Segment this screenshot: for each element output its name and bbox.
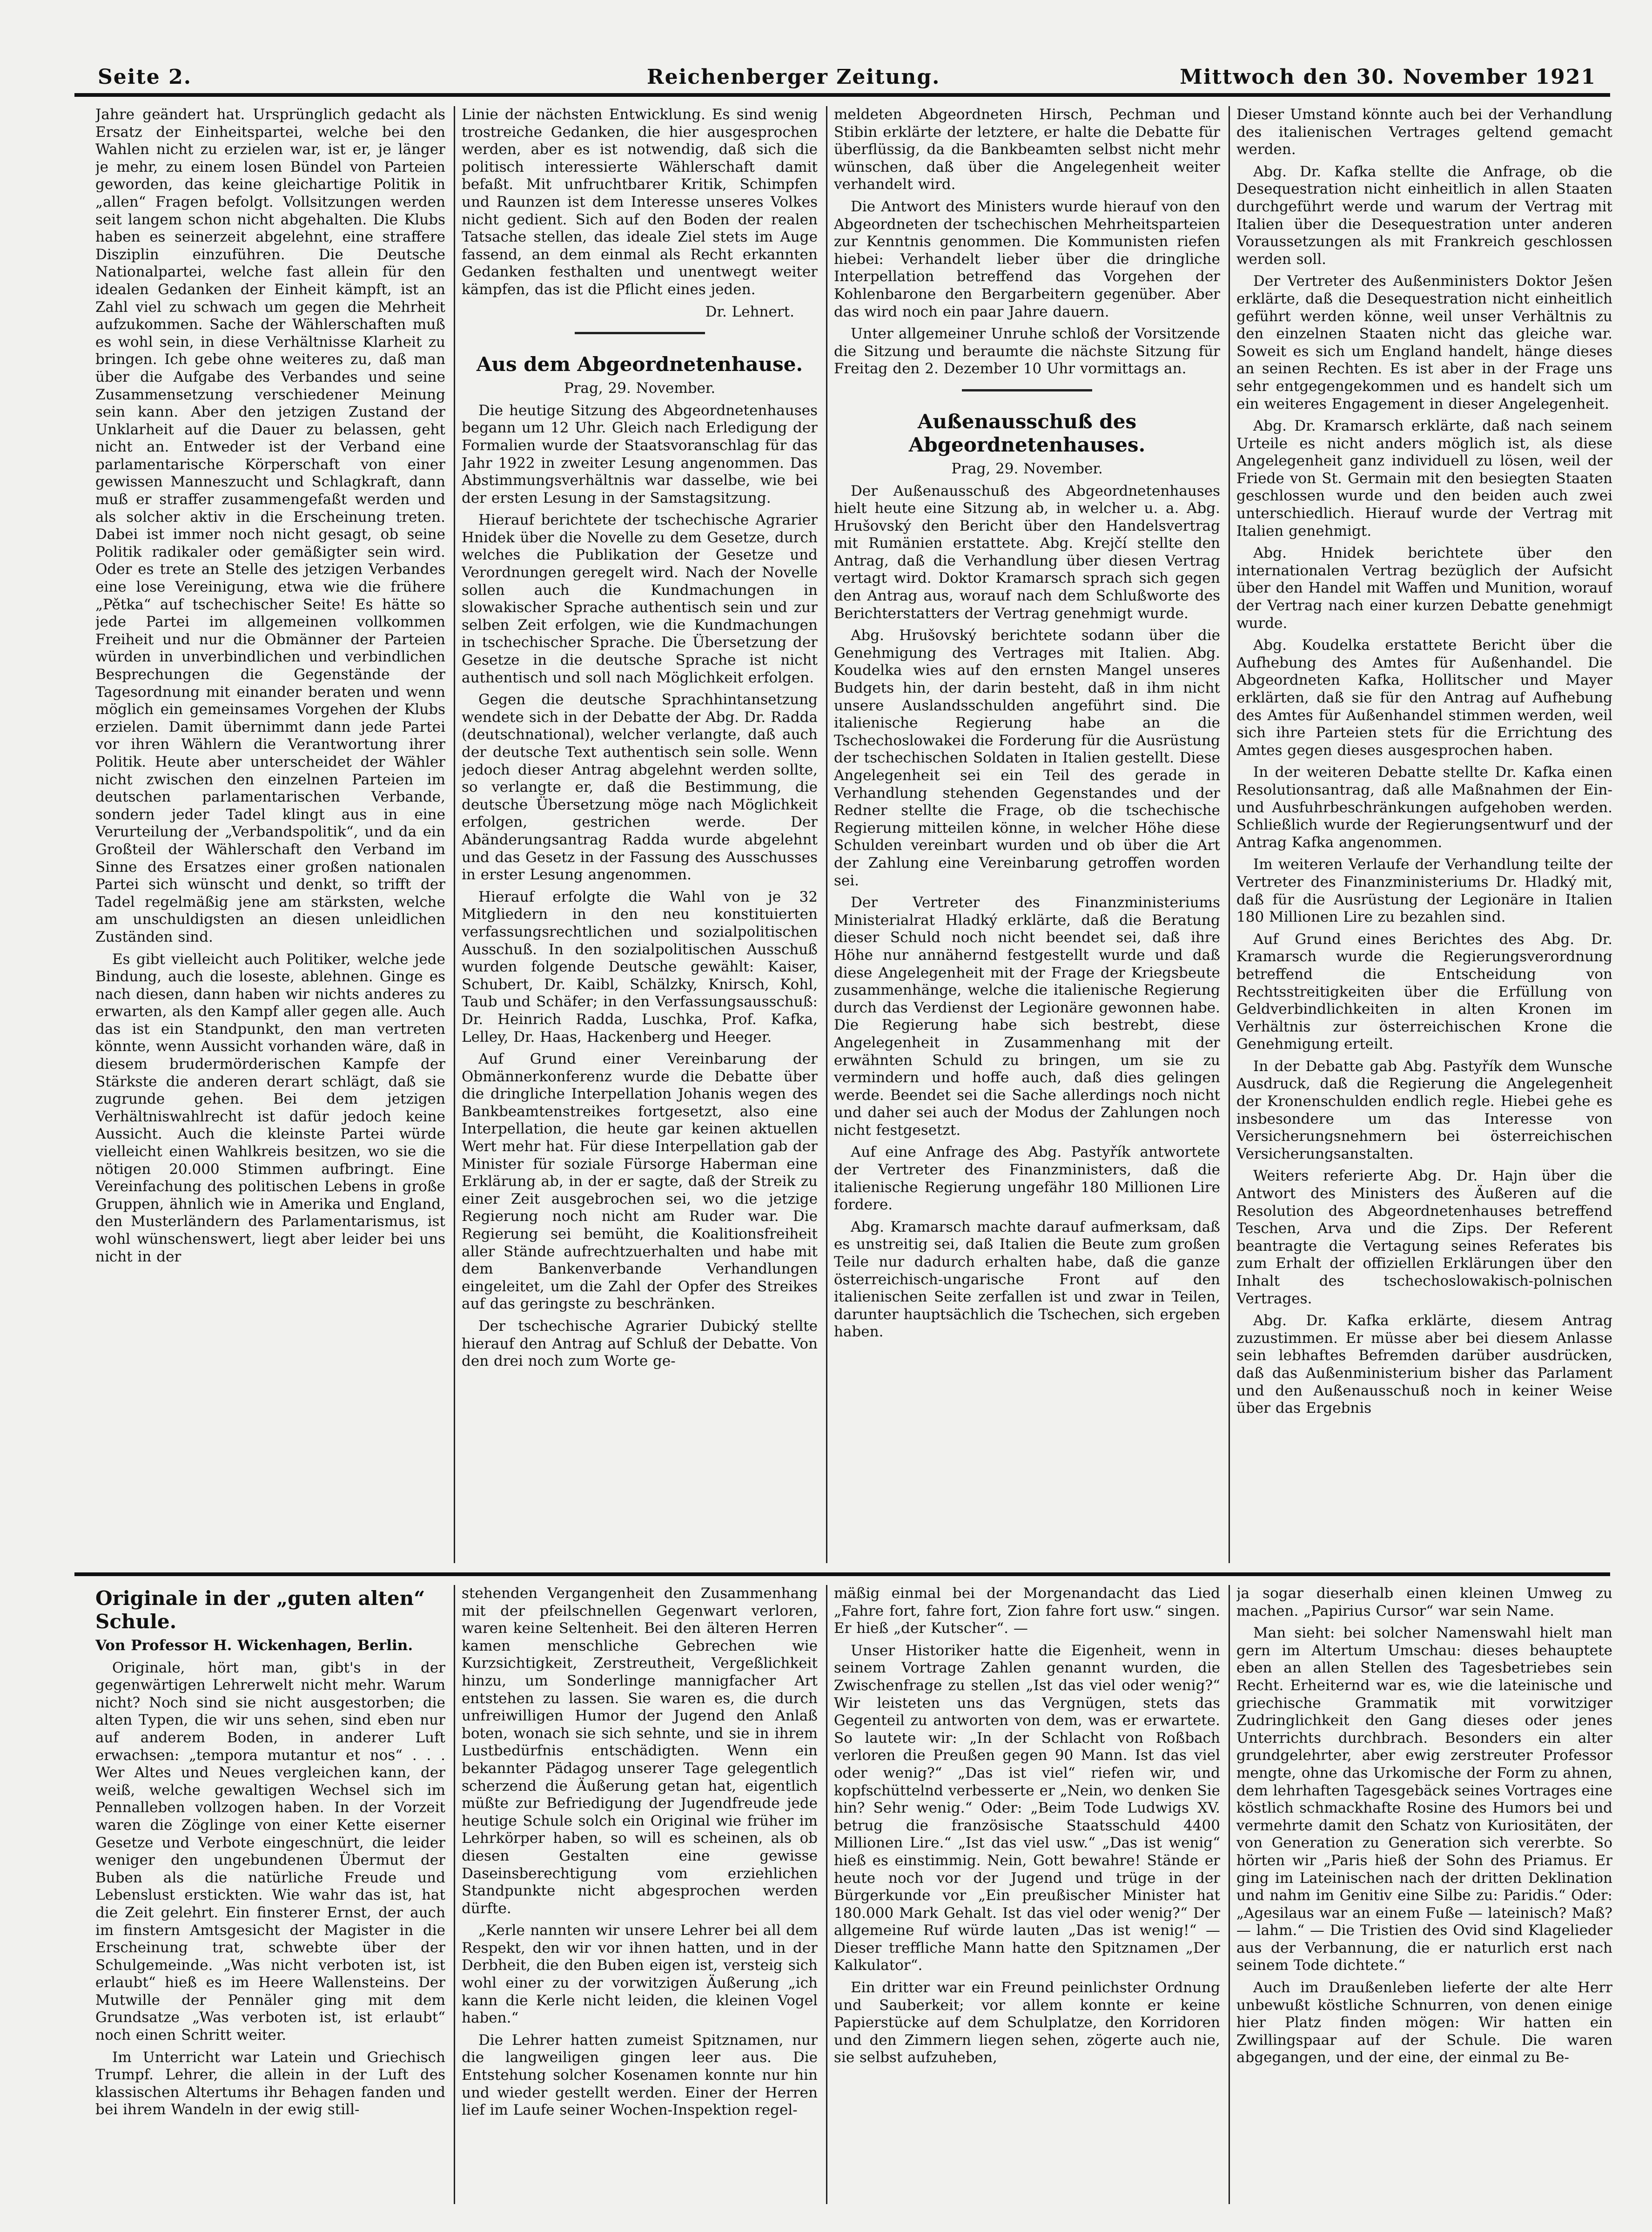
col4-paragraph: Abg. Dr. Kramarsch erklärte, daß nach seinem Urteile es nicht anders möglich ist, als diese Angelegenheit ganz individuell zu lösen, weil der Friede von St. Germain mit den besiegten Staaten geschlossen wurde und den beiden auch zwei unterschiedlich. Hierauf wurde der Vertrag mit Italien genehmigt. [1236,418,1612,539]
column-divider [826,106,827,1563]
page-number: Seite 2. [98,65,192,89]
col1-paragraph: Es gibt vielleicht auch Politiker, welche jede Bindung, auch die loseste, ablehnen. Ginge es nach diesen, dann haben wir nichts anderes zu erwarten, als den Kampf aller gegen alle. Auch das ist ein Standpunkt, den man vertreten könnte, wenn Aussicht vorhanden wäre, daß in diesem brudermörderischen Kampfe der Stärkste die anderen derart schlägt, daß sie zugrunde gehen. Bei dem jetzigen Verhältniswahlrecht ist dafür jedoch keine Aussicht. Auch die kleinste Partei würde vielleicht einen Wahlkreis besitzen, wo sie die nötigen 20.000 Stimmen aufbringt. Eine Vereinfachung des politischen Lebens in große Gruppen, ähnlich wie in Amerika und England, den Musterländern des Parlamentarismus, ist wohl wünschenswert, liegt aber leider bei uns nicht in der [95,951,445,1265]
dateline: Prag, 29. November. [564,380,716,397]
headline-abgeordnetenhaus: Aus dem Abgeordnetenhause. [476,353,803,376]
feuilleton-paragraph: Man sieht: bei solcher Namenswahl hielt man gern im Altertum Umschau: dieses behauptete eben an allen Stellen des Tagesbetriebes sein Recht. Erheiternd war es, wie die lateinische und griechische Grammatik mit vorwitziger Zudringlichkeit den Gang dieses oder jenes Unterrichts durchbrach. Besonders ein alter grundgelehrter, aber ewig zerstreuter Professor mengte, ohne das Urkomische der Form zu ahnen, dem lehrhaften Tagesgebäck seines Vortrages eine köstlich schmackhafte Rosine des Humors bei und vermehrte damit den Schatz von Kuriositäten, der von Generation zu Generation sich vererbte. So hörten wir „Paris hieß der Sohn des Priamus. Er ging im Lateinischen nach der dritten Deklination und nahm im Genitiv eine Silbe zu: Paridis.“ Oder: „Agesilaus war an einem Fuße — lateinisch? Maß? — lahm.“ — Die Tristien des Ovid sind Klagelieder aus der Verbannung, die er naturlich erst nach seinem Tode dichtete.“ [1236,1625,1612,1974]
column-divider [826,1585,827,2204]
feuilleton-column-2 [462,1585,818,2204]
section-separator [962,389,1092,391]
col1-paragraph: Jahre geändert hat. Ursprünglich gedacht als Ersatz der Einheitspartei, welche bei den Wahlen nicht zu erzielen war, ist er, je länger je mehr, zu einem losen Bündel von Parteien geworden, das keine gleichartige Politik in „allen“ Fragen befolgt. Vollsitzungen werden seit langem schon nicht abgehalten. Die Klubs haben es seinerzeit abgelehnt, eine straffere Disziplin einzuführen. Die Deutsche Nationalpartei, welche fast allein für den idealen Gedanken der Einheit kämpft, ist an Zahl viel zu schwach um gegen die Mehrheit aufzukommen. Sache der Wählerschaften muß es wohl sein, in diese Verhältnisse Klarheit zu bringen. Ich gebe ohne weiteres zu, daß man über die Aufgabe des Verbandes und seine Zusammensetzung verschiedener Meinung sein kann. Aber den jetzigen Zustand der Unklarheit auf die Dauer zu belassen, geht nicht an. Entweder ist der Verband eine parlamentarische Körperschaft von einer gewissen Manneszucht und Schlagkraft, dann muß er straffer zusammengefaßt werden und als solcher aktiv in die Erscheinung treten. Dabei ist immer noch nicht gesagt, ob seine Politik radikaler oder gemäßigter sein wird. Oder es trete an Stelle des jetzigen Verbandes eine lose Vereinigung, etwa wie die frühere „Pětka“ auf tschechischer Seite! Es hätte so jede Partei im allgemeinen vollkommen Freiheit und nur die Obmänner der Parteien würden in unverbindlichen und verbindlichen Besprechungen die Gegenstände der Tagesordnung mit einander beraten und wenn möglich ein gemeinsames Vorgehen der Klubs erzielen. Damit übernimmt dann jede Partei vor ihren Wählern die Verantwortung ihrer Politik. Heute aber unterscheidet der Wähler nicht zwischen den einzelnen Parteien im deutschen parlamentarischen Verbande, sondern jeder Tadel klingt aus in eine Verurteilung der „Verbandspolitik“, und da ein Großteil der Wählerschaft den Verband im Sinne des Ersatzes einer großen nationalen Partei sich wünscht und denkt, so trifft der Tadel regelmäßig jene am stärksten, welche am unschuldigsten an diesen unleidlichen Zuständen sind. [95,106,445,945]
col2-paragraph: Die heutige Sitzung des Abgeordnetenhauses begann um 12 Uhr. Gleich nach Erledigung der Formalien wurde der Staatsvoranschlag für das Jahr 1922 in zweiter Lesung angenommen. Das Abstimmungsverhältnis war dasselbe, wie bei der ersten Lesung in der Samstagsitzung. [462,402,818,506]
col4-paragraph: In der Debatte gab Abg. Pastyřík dem Wunsche Ausdruck, daß die Regierung die Angelegenheit der Kronenschulden endlich regle. Hiebei gehe es insbesondere um das Interesse von Versicherungsnehmern bei österreichischen Versicherungsanstalten. [1236,1058,1612,1162]
col3-paragraph: Auf eine Anfrage des Abg. Pastyřík antwortete der Vertreter des Finanzministers, daß die italienische Regierung ungefähr 180 Millionen Lire fordere. [834,1144,1220,1214]
col2-paragraph: Der tschechische Agrarier Dubický stellte hierauf den Antrag auf Schluß der Debatte. Von den drei noch zum Worte ge- [462,1318,818,1370]
col4-paragraph: Abg. Dr. Kafka erklärte, diesem Antrag zuzustimmen. Er müsse aber bei diesem Anlasse sein lebhaftes Befremden darüber ausdrücken, daß das Außenministerium bisher das Parlament und den Außenausschuß noch in keiner Weise über das Ergebnis [1236,1312,1612,1417]
dateline: Prag, 29. November. [951,460,1103,477]
section-separator [575,332,705,334]
column-divider [1229,106,1230,1563]
col4-paragraph: Abg. Dr. Kafka stellte die Anfrage, ob die Desequestration nicht einheitlich in allen Staaten durchgeführt werde und warum der Vertrag mit Italien über die Desequestration unter anderen Voraussetzungen als mit Frankreich geschlossen werden soll. [1236,163,1612,268]
feuilleton-column-4 [1236,1585,1612,2204]
feuilleton-paragraph: ja sogar dieserhalb einen kleinen Umweg zu machen. „Papirius Cursor“ war sein Name. [1236,1585,1612,1619]
col4-paragraph: Im weiteren Verlaufe der Verhandlung teilte der Vertreter des Finanzministeriums Dr. Hladký mit, daß für die Ausrüstung der Legionäre in Italien 180 Millionen Lire zu bezahlen sind. [1236,856,1612,926]
feuilleton-paragraph: Auch im Draußenleben lieferte der alte Herr unbewußt köstliche Schnurren, von denen einige hier Platz finden mögen: Wir hatten ein Zwillingspaar auf der Schule. Die waren abgegangen, und der eine, der einmal zu Be- [1236,1979,1612,2066]
feuilleton-byline: Von Professor H. Wickenhagen, Berlin. [95,1637,413,1654]
newspaper-title: Reichenberger Zeitung. [647,65,940,89]
col2-paragraph: Linie der nächsten Entwicklung. Es sind wenig trostreiche Gedanken, die hier ausgesprochen werden, aber es ist notwendig, daß sich die politisch interessierte Wählerschaft damit befaßt. Mit unfruchtbarer Kritik, Schimpfen und Raunzen ist dem Interesse unseres Volkes nicht gedient. Sich auf den Boden der realen Tatsache stellen, das ideale Ziel stets im Auge fassend, an dem einmal als Recht erkannten Gedanken festhalten und unentwegt weiter kämpfen, das ist die Pflicht eines jeden. [462,106,818,298]
feuilleton-paragraph: Originale, hört man, gibt's in der gegenwärtigen Lehrerwelt nicht mehr. Warum nicht? Noch sind sie nicht ausgestorben; die alten Typen, die wir uns sehen, sind eben nur auf anderem Boden, in anderer Luft erwachsen: „tempora mutantur et nos“ . . . Wer Altes und Neues vergleichen kann, der weiß, welche gewaltigen Wechsel sich im Pennalleben vollzogen haben. In der Vorzeit waren die Zöglinge von einer Kette eiserner Gesetze und Verbote eingeschnürt, die leider weniger den ungebundenen Übermut der Buben als die natürliche Freude und Lebenslust erstickten. Wie wahr das ist, hat die Zeit gelehrt. Ein finsterer Ernst, der auch im finstern Amtsgesicht der Magister in die Erscheinung trat, schwebte über der Schulgemeinde. „Was nicht verboten ist, ist erlaubt“ hieß es im Heere Wallensteins. Der Mutwille der Pennäler ging mit dem Grundsatze „Was verboten ist, ist erlaubt“ noch einen Schritt weiter. [95,1659,445,2044]
column-divider [1229,1585,1230,2204]
feuilleton-paragraph: Ein dritter war ein Freund peinlichster Ordnung und Sauberkeit; vor allem konnte er keine Papierstücke auf dem Schulplatze, den Korridoren und den Zimmern liegen sehen, zögerte auch nie, sie selbst aufzuheben, [834,1979,1220,2066]
column-divider [454,1585,455,2204]
col2-paragraph: Hierauf erfolgte die Wahl von je 32 Mitgliedern in den neu konstituierten verfassungsrechtlichen und sozialpolitischen Ausschuß. In den sozialpolitischen Ausschuß wurden folgende Deutsche gewählt: Kaiser, Schubert, Dr. Kaibl, Schälzky, Knirsch, Kohl, Taub und Schäfer; in den Verfassungsausschuß: Dr. Heinrich Radda, Luschka, Prof. Kafka, Lelley, Dr. Haas, Hackenberg und Heeger. [462,888,818,1045]
column-4 [1236,106,1612,1563]
col4-paragraph: Der Vertreter des Außenministers Doktor Ješen erklärte, daß die Desequestration nicht einheitlich geführt werden könne, weil unser Verhältnis zu den einzelnen Staaten nicht das gleiche war. Soweit es sich um England handelt, hänge dieses an seinen Rechten. Es ist aber in der Frage uns sehr entgegengekommen und es handelt sich um ein weiteres Engagement in dieser Angelegenheit. [1236,273,1612,412]
column-2 [462,106,818,1563]
col4-paragraph: Abg. Koudelka erstattete Bericht über die Aufhebung des Amtes für Außenhandel. Die Abgeordneten Kafka, Hollitscher und Mayer erklärten, daß sie für den Antrag auf Aufhebung des Amtes für Außenhandel stimmen werden, weil sich ihre Parteien stets für die Errichtung des Amtes gegen dieses ausgesprochen haben. [1236,637,1612,759]
col4-paragraph: Abg. Hnidek berichtete über den internationalen Vertrag bezüglich der Aufsicht über den Handel mit Waffen und Munition, worauf der Vertrag nach einer kurzen Debatte genehmigt wurde. [1236,545,1612,632]
header-rule [74,93,1610,97]
feuilleton-paragraph: Unser Historiker hatte die Eigenheit, wenn in seinem Vortrage Zahlen genannt wurden, die Zwischenfrage zu stellen „Ist das viel oder wenig?“ Wir leisteten uns das Vergnügen, stets das Gegenteil zu antworten von dem, was er erwartete. So lautete wir: „In der Schlacht von Roßbach verloren die Preußen gegen 90 Mann. Ist das viel oder wenig?“ „Das ist viel“ riefen wir, und kopfschüttelnd verbesserte er „Nein, wo denken Sie hin? Sehr wenig.“ Oder: „Beim Tode Ludwigs XV. betrug die französische Staatsschuld 4400 Millionen Lire.“ „Ist das viel usw.“ „Das ist wenig“ hieß es einstimmig. Nein, Gott bewahre! Stände er heute noch vor der Jugend und trüge in der Bürgerkunde vor „Ein preußischer Minister hat 180.000 Mark Gehalt. Ist das viel oder wenig?“ Der allgemeine Ruf würde lauten „Das ist wenig!“ — Dieser treffliche Mann hatte den Spitznamen „Der Kalkulator“. [834,1642,1220,1974]
col3-paragraph: Abg. Hrušovský berichtete sodann über die Genehmigung des Vertrages mit Italien. Abg. Koudelka wies auf den ernsten Mangel unseres Budgets hin, der darin besteht, daß in ihm nicht unsere Auslandsschulden angeführt sind. Die italienische Regierung habe an die Tschechoslowakei die Forderung für die Ausrüstung der tschechischen Soldaten in Italien gestellt. Diese Angelegenheit sei ein Teil des gerade in Verhandlung stehenden Gegenstandes und der Redner stellte die Frage, ob die tschechische Regierung mitteilen könne, in welcher Höhe diese Schulden vereinbart wurden und ob über die Art der Zahlung eine Vereinbarung getroffen worden sei. [834,627,1220,889]
feuilleton-paragraph: mäßig einmal bei der Morgenandacht das Lied „Fahre fort, fahre fort, Zion fahre fort usw.“ singen. Er hieß „der Kutscher“. — [834,1585,1220,1637]
col2-paragraph: Auf Grund einer Vereinbarung der Obmännerkonferenz wurde die Debatte über die dringliche Interpellation Johanis wegen des Bankbeamtenstreikes fortgesetzt, also eine Interpellation, die heute gar keinen aktuellen Wert mehr hat. Für diese Interpellation gab der Minister für soziale Fürsorge Haberman eine Erklärung ab, in der er sagte, daß der Streik zu einer Zeit ausgebrochen sei, wo die jetzige Regierung noch nicht am Ruder war. Die Regierung sei bemüht, die Koalitionsfreiheit aller Stände aufrechtzuerhalten und habe mit dem Bankenverbande Verhandlungen eingeleitet, um die Zahl der Opfer des Streikes auf das geringste zu beschränken. [462,1051,818,1313]
feuilleton-paragraph: Im Unterricht war Latein und Griechisch Trumpf. Lehrer, die allein in der Luft des klassischen Altertums ihr Behagen fanden und bei ihrem Wandeln in der ewig still- [95,2049,445,2118]
col4-paragraph: Weiters referierte Abg. Dr. Hajn über die Antwort des Ministers des Äußeren auf die Resolution des Abgeordnetenhauses betreffend Teschen, Arva und die Zips. Der Referent beantragte die Vertagung seines Referates bis zum Erhalt der offiziellen Erklärungen über den Inhalt des tschechoslowakisch-polnischen Vertrages. [1236,1167,1612,1307]
feuilleton-paragraph: Die Lehrer hatten zumeist Spitznamen, nur die langweiligen gingen leer aus. Die Entstehung solcher Kosenamen konnte nur hin und wieder gestellt werden. Einer der Herren lief im Laufe seiner Wochen-Inspektion regel- [462,2031,818,2119]
feuilleton-title: Originale in der „guten alten“ Schule. [95,1587,425,1633]
feuilleton-column-1 [95,1585,445,2204]
column-1 [95,106,445,1563]
col4-paragraph: Auf Grund eines Berichtes des Abg. Dr. Kramarsch wurde die Regierungsverordnung betreffend die Entscheidung von Rechtsstreitigkeiten über die Erfüllung von Geldverbindlichkeiten in alten Kronen im Verhältnis zur österreichischen Krone die Genehmigung erteilt. [1236,931,1612,1053]
feuilleton-paragraph: stehenden Vergangenheit den Zusammenhang mit der pfeilschnellen Gegenwart verloren, waren keine Seltenheit. Bei den älteren Herren kamen menschliche Gebrechen wie Kurzsichtigkeit, Zerstreutheit, Vergeßlichkeit hinzu, um Sonderlinge mannigfacher Art entstehen zu lassen. Sie waren es, die durch unfreiwilligen Humor der Jugend den Anlaß boten, wonach sie sich sehnte, und sie in ihrem Lustbedürfnis entschädigten. Wenn ein bekannter Pädagog unserer Tage gelegentlich scherzend die Äußerung getan hat, eigentlich müßte zur Befriedigung der Jugendfreude jede heutige Schule solch ein Original wie früher im Lehrkörper haben, so will es scheinen, als ob diesen Gestalten eine gewisse Daseinsberechtigung vom erziehlichen Standpunkte nicht abgesprochen werden dürfte. [462,1585,818,1917]
col2-paragraph: Hierauf berichtete der tschechische Agrarier Hnidek über die Novelle zu dem Gesetze, durch welches die Publikation der Gesetze und Verordnungen geregelt wird. Nach der Novelle sollen auch die Kundmachungen in slowakischer Sprache authentisch sein und zur selben Zeit erfolgen, wie die Kundmachungen in tschechischer Sprache. Die Übersetzung der Gesetze in die deutsche Sprache ist nicht authentisch und soll nach Möglichkeit erfolgen. [462,512,818,686]
col3-paragraph: Die Antwort des Ministers wurde hierauf von den Abgeordneten der tschechischen Mehrheitsparteien zur Kenntnis genommen. Die Kommunisten riefen hiebei: Verhandelt lieber über die dringliche Interpellation betreffend das Vorgehen der Kohlenbarone den Bergarbeitern gegenüber. Aber das wird noch ein paar Jahre dauern. [834,198,1220,320]
col3-paragraph: Der Außenausschuß des Abgeordnetenhauses hielt heute eine Sitzung ab, in welcher u. a. Abg. Hrušovský den Bericht über den Handelsvertrag mit Rumänien erstattete. Abg. Krejčí stellte den Antrag, daß die Verhandlung über diesen Vertrag vertagt wird. Doktor Kramarsch sprach sich gegen den Antrag aus, worauf nach dem Schlußworte des Berichterstatters der Vertrag genehmigt wurde. [834,482,1220,622]
feuilleton-rule [74,1572,1610,1576]
col4-paragraph: In der weiteren Debatte stellte Dr. Kafka einen Resolutionsantrag, daß alle Maßnahmen der Ein- und Ausfuhrbeschränkungen aufgehoben werden. Schließlich wurde der Regierungsentwurf und der Antrag Kafka angenommen. [1236,764,1612,851]
column-divider [454,106,455,1563]
col2-paragraph: Gegen die deutsche Sprachhintansetzung wendete sich in der Debatte der Abg. Dr. Radda (deutschnational), welcher verlangte, daß auch der deutsche Text authentisch sein solle. Wenn jedoch dieser Antrag abgelehnt werden sollte, so verlangte er, daß die Bestimmung, die deutsche Übersetzung möge nach Möglichkeit erfolgen, gestrichen werde. Der Abänderungsantrag Radda wurde abgelehnt und das Gesetz in der Fassung des Ausschusses in erster Lesung angenommen. [462,691,818,883]
col3-paragraph: Unter allgemeiner Unruhe schloß der Vorsitzende die Sitzung und beraumte die nächste Sitzung für Freitag den 2. Dezember 10 Uhr vormittags an. [834,325,1220,378]
issue-date: Mittwoch den 30. November 1921 [1180,65,1596,89]
col3-paragraph: meldeten Abgeordneten Hirsch, Pechman und Stibin erklärte der letztere, er halte die Debatte für überflüssig, da die Bankbeamten selbst nicht mehr wünschen, daß über die Angelegenheit weiter verhandelt wird. [834,106,1220,193]
feuilleton-paragraph: „Kerle nannten wir unsere Lehrer bei all dem Respekt, den wir vor ihnen hatten, und in der Derbheit, die den Buben eigen ist, versteig sich wohl einer zu der vorwitzigen Äußerung „ich kann die Kerle nicht leiden, die kleinen Vogel haben.“ [462,1922,818,2027]
col4-paragraph: Dieser Umstand könnte auch bei der Verhandlung des italienischen Vertrages geltend gemacht werden. [1236,106,1612,158]
feuilleton-column-3 [834,1585,1220,2204]
col3-paragraph: Der Vertreter des Finanzministeriums Ministerialrat Hladký erklärte, daß die Beratung dieser Schuld noch nicht beendet sei, daß ihre Höhe nur annähernd festgestellt wurde und daß diese Angelegenheit mit der Frage der Kriegsbeute zusammenhänge, welche die italienische Regierung durch das Verdienst der Legionäre gewonnen habe. Die Regierung habe sich bestrebt, diese Angelegenheit in Zusammenhang mit der erwähnten Schuld zu bringen, um sie zu vermindern und hoffe auch, daß dies gelingen werde. Beendet sei die Sache allerdings noch nicht und daher sei auch der Modus der Zahlungen noch nicht festgesetzt. [834,894,1220,1139]
headline-aussenausschuss: Außenausschuß des Abgeordnetenhauses. [908,410,1146,456]
article-signature: Dr. Lehnert. [705,303,794,320]
col3-paragraph: Abg. Kramarsch machte darauf aufmerksam, daß es unstreitig sei, daß Italien die Beute zum großen Teile nur dadurch erhalten habe, daß die ganze österreichisch-ungarische Front auf den italienischen Seite zerfallen ist und zwar in Teilen, darunter hauptsächlich die Tschechen, sich ergeben haben. [834,1218,1220,1341]
column-3 [834,106,1220,1563]
